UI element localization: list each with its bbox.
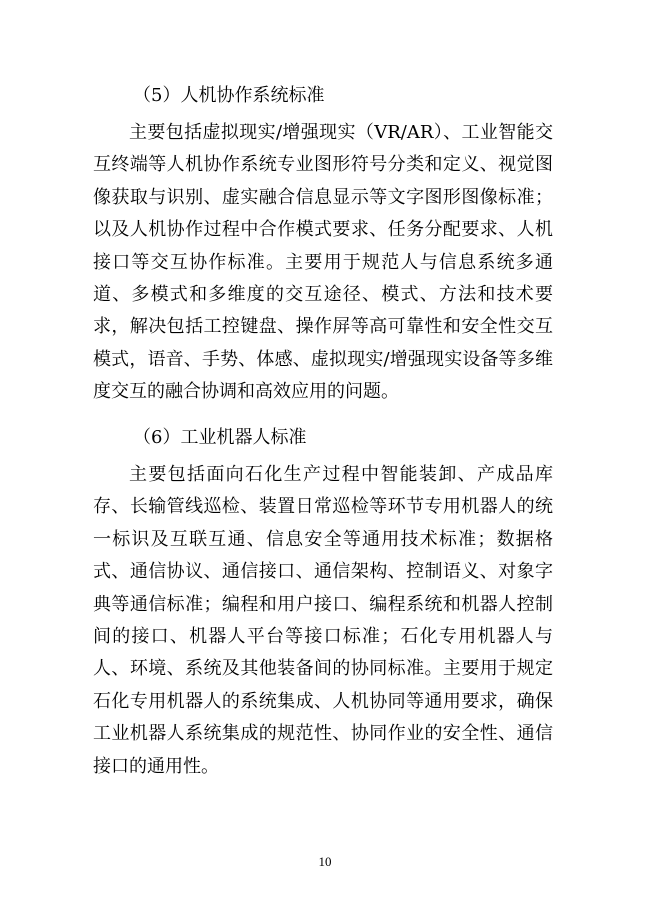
page-number: 10 (318, 854, 332, 869)
section-5-paragraph: 主要包括虚拟现实/增强现实（VR/AR）、工业智能交互终端等人机协作系统专业图形符号分类和定义、视觉图像获取与识别、虚实融合信息显示等文字图形图像标准；以及人机协作过程中合作模式要求、任务分配要求、人机接口等交互协作标准。主要用于规范人与信息系统多通道、多模式和多维度的交互途径、模式、方法和技术要求，解决包括工控键盘、操作屏等高可靠性和安全性交互模式，语音、手势、体感、虚拟现实/增强现实设备等多维度交互的融合协调和高效应用的问题。 (93, 122, 553, 403)
section-5-heading: （5）人机协作系统标准 (133, 85, 325, 106)
section-6-heading: （6）工业机器人标准 (133, 427, 307, 448)
section-6-paragraph: 主要包括面向石化生产过程中智能装卸、产成品库存、长输管线巡检、装置日常巡检等环节专用机器人的统一标识及互联互通、信息安全等通用技术标准；数据格式、通信协议、通信接口、通信架构、控制语义、对象字典等通信标准；编程和用户接口、编程系统和机器人控制间的接口、机器人平台等接口标准；石化专用机器人与人、环境、系统及其他装备间的协同标准。主要用于规定石化专用机器人的系统集成、人机协同等通用要求，确保工业机器人系统集成的规范性、协同作业的安全性、通信接口的通用性。 (93, 464, 553, 777)
